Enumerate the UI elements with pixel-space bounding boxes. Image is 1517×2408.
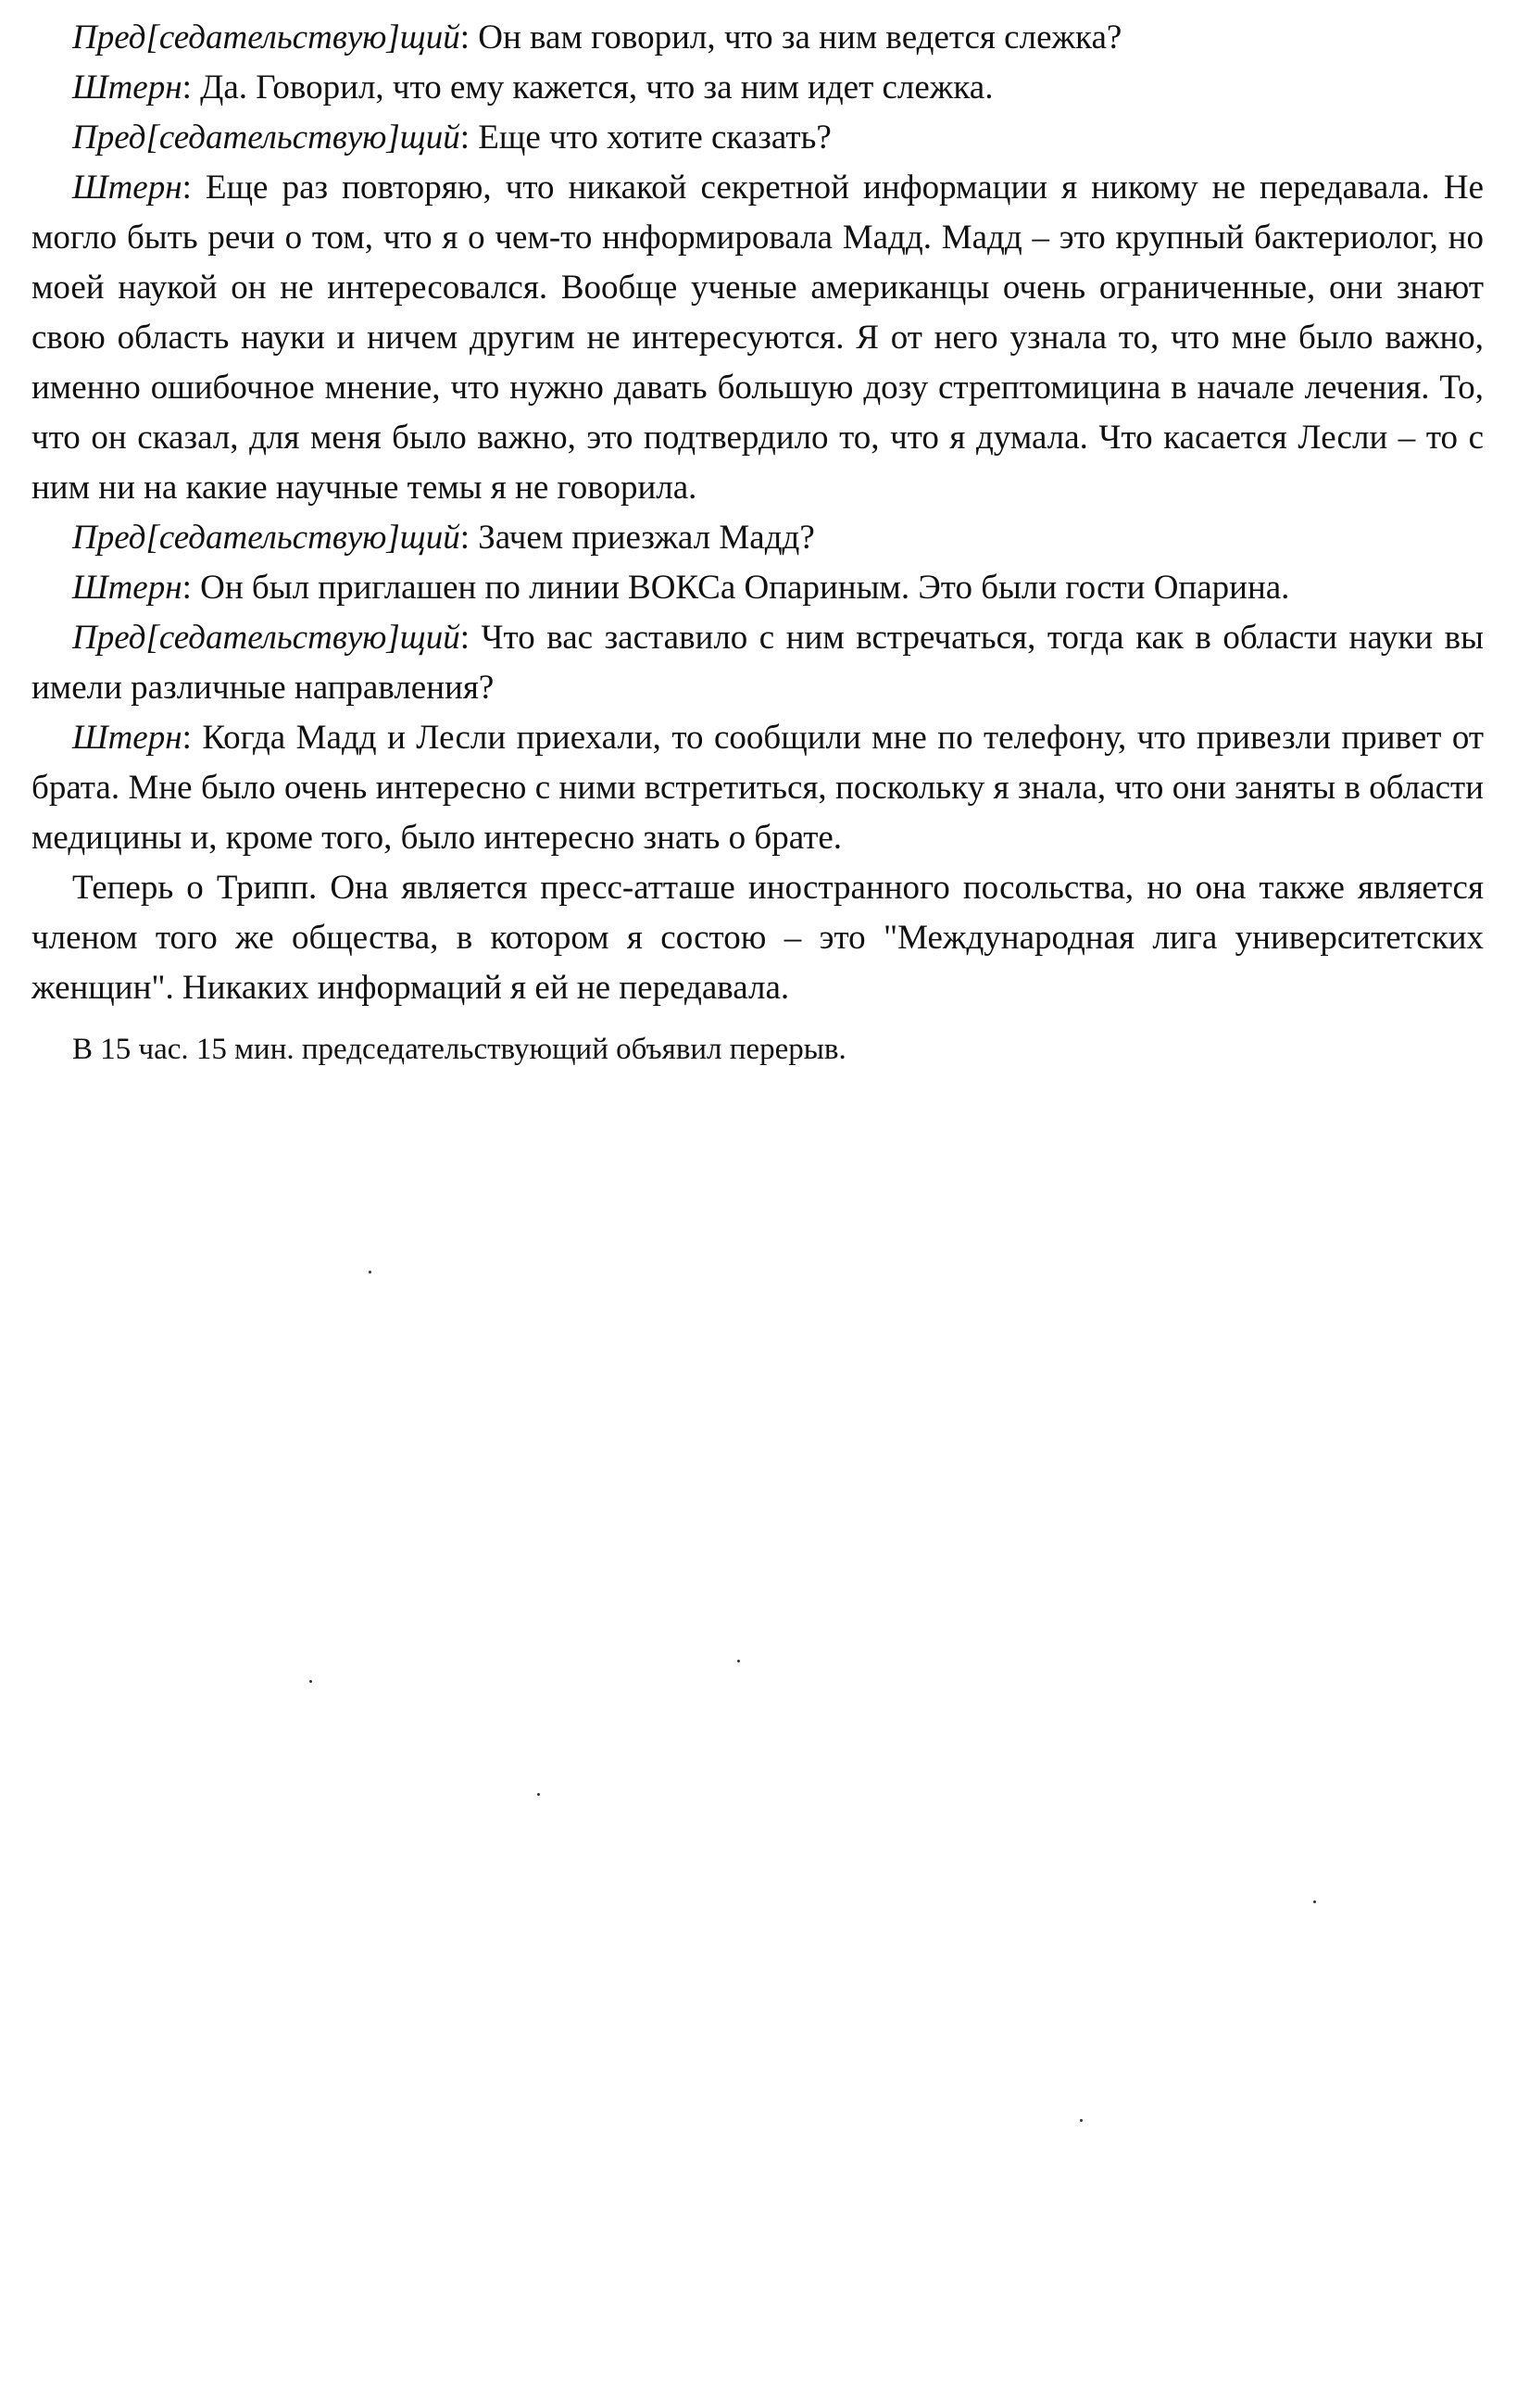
scan-speck [309,1680,312,1683]
paragraph-1 [31,13,1484,63]
speaker-separator: : [459,619,482,657]
closing-note: В 15 час. 15 мин. председательствующий объявил перерыв. [72,1033,846,1066]
speaker-separator: : [459,119,479,157]
scan-speck [1313,1900,1316,1903]
paragraph-5 [31,513,1484,563]
speaker-separator: : [182,569,201,607]
speaker-label: Пред[седательствую]щий [72,19,460,56]
speaker-separator: : [182,719,203,757]
paragraph-6 [31,563,1484,613]
paragraph-text: Когда Мадд и Лесли приехали, то сообщили мне по телефону, что привезли привет от брата. Мне было очень интересно с ними встретиться, поскольку я знала, что они заняты в области медицины и, кроме того, было интересно знать о брате. [31,719,1485,857]
paragraph-text: Он вам говорил, что за ним ведется слежка? [478,19,1122,56]
scan-speck [1080,2119,1083,2122]
speaker-label: Пред[седательствую]щий [72,619,460,657]
paragraph-text: Еще что хотите сказать? [478,119,832,157]
paragraph-9 [31,863,1484,1013]
speaker-separator: : [459,519,479,557]
speaker-separator: : [182,169,206,207]
transcript-text [31,13,1484,1072]
speaker-label: Штерн [72,569,182,607]
paragraph-7 [31,613,1484,713]
speaker-separator: : [182,69,201,107]
paragraph-4 [31,163,1484,513]
speaker-label: Штерн [72,169,182,207]
speaker-label: Пред[седательствую]щий [72,519,460,557]
speaker-separator: : [459,19,479,56]
scan-speck [369,1271,371,1273]
paragraph-3 [31,113,1484,163]
speaker-label: Пред[седательствую]щий [72,119,460,157]
speaker-label: Штерн [72,719,182,757]
paragraph-8 [31,713,1484,863]
scan-speck [737,1660,740,1662]
paragraph-text: Что вас заставило с ним встречаться, тогда как в области науки вы имели различные направления? [31,619,1484,707]
paragraph-text: Зачем приезжал Мадд? [478,519,815,557]
paragraph-2 [31,63,1484,113]
paragraph-text: Да. Говорил, что ему кажется, что за ним идет слежка. [200,69,994,107]
paragraph-text: Еще раз повторяю, что никакой секретной информации я никому не передавала. Не могло быть речи о том, что я о чем-то ннформировала Мадд. Мадд – это крупный бактериолог, но моей наукой он не интересовался. Вообще ученые американцы очень ограниченные, они знают свою область науки и ничем другим не интересуются. Я от него узнала то, что мне было важно, именно ошибочное мнение, что нужно давать большую дозу стрептомицина в начале лечения. То, что он сказал, для меня было важно, это подтвердило то, что я думала. Что касается Лесли – то с ним ни на какие научные темы я не говорила. [31,169,1485,507]
scan-speck [537,1793,540,1796]
paragraph-text: Он был приглашен по линии ВОКСа Опариным. Это были гости Опарина. [200,569,1290,607]
paragraph-text: Теперь о Трипп. Она является пресс-атташе иностранного посольства, но она также является членом того же общества, в котором я состою – это "Международная лига университетских женщин". Никаких информаций я ей не передавала. [31,869,1484,1007]
speaker-label: Штерн [72,69,182,107]
